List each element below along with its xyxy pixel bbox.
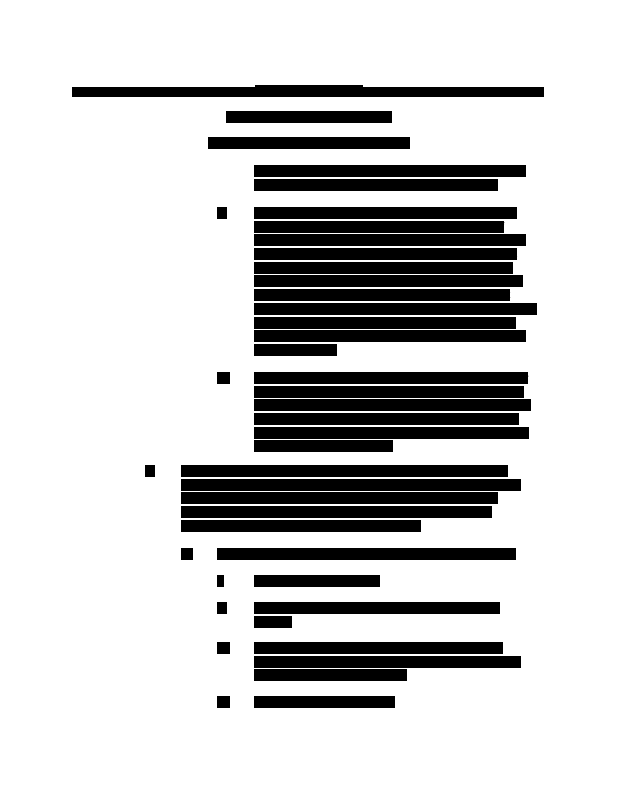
item-A-i-label: i) [217,575,225,587]
text-line: Facility name, contact person, telephone number, and [254,602,500,614]
section-7-paragraph [181,465,521,533]
continuation-paragraph [254,165,526,192]
text-line: operating parameters under this Section, the facility must [254,248,518,261]
text-line: period to reach steady-state operations. Industrial furnaces [254,275,523,288]
text-line: compliance must be obtained during emissions sampling for [254,399,531,412]
register-title: ILLINOIS REGISTER [255,85,363,97]
text-line: the emissions standards of Sections 726.204(b), (c) and (e); 726.205; [181,492,498,505]
text-line: Prior to obtaining test data for purposes of demonstrating [254,207,518,219]
item-A-ii-paragraph [254,602,500,629]
text-line: the pollutants (i.e., metals, PM, HCl/chlorine gas, organic [254,413,520,426]
item-iii-label: iii) [217,372,231,384]
section-7-label: 7) [145,465,155,477]
text-line: that recycle collected PM back into the furnace and that [254,289,511,302]
text-line: Sections 726.204 through 726.207 or establishing limits on [254,234,526,247]
item-A-iv-label: iv) [217,696,230,708]
text-line: address; [254,615,292,628]
text-line: 726.206; 726.207; and subsection (a)(5)(A)(iv). The certification of [181,506,492,519]
text-line: Compliance test data on the level of an operating parameter [254,372,529,384]
item-ii-paragraph [254,207,537,358]
text-line: comply with subsection (c)(1)(B)(i) or (c)(3)(B)(ii), however, [254,302,538,315]
item-A-paragraph [217,548,516,562]
item-ii-label: ii) [217,207,228,219]
text-line: Certification of Compliance. Within 90 days of completing compliance [181,465,509,477]
item-A-label: A) [181,548,194,560]
item-A-iv-paragraph [254,696,395,710]
item-A-ii-label: ii) [217,602,228,614]
text-line: flow of metals in the system prior to beginning compliance [254,330,526,343]
text-line: operate under compliance test conditions for a sufficient [254,261,513,274]
text-line: Person responsible for conducting compliance testing, [254,642,504,654]
item-iii-paragraph [254,372,531,454]
text-line: compliance must include the following information: [181,519,421,532]
text-line: compounds) for which the parameter must be established as [254,426,530,439]
text-line: including company name, address, and telephone number, [254,655,521,668]
text-line: USEPA facility ID number; [254,575,381,587]
text-line: need not reach steady state conditions with respect to the [254,316,516,329]
board-title: POLLUTION CONTROL BOARD [226,111,392,123]
text-line: Dates of each compliance test; [254,696,395,708]
item-A-i-paragraph [254,575,380,589]
text-line: compliance with remaining emissions standards must be as [254,165,526,177]
item-A-iii-label: iii) [217,642,231,654]
text-line: General facility and testing information, including the following: [217,548,516,560]
notice-title: NOTICE OF ADOPTED AMENDMENTS [209,137,409,149]
text-line: and a statement of qualifications; [254,669,407,682]
item-A-iii-paragraph [254,642,521,683]
text-line: close as possible to the original operating conditions. [254,178,499,191]
text-line: compliance with the applicable emissions standards of [254,220,505,233]
text-line: for which a limit must be established in the certification of [254,385,524,398]
text-line: specified by subsection (c)(1). [254,440,394,453]
text-line: testing, the owner or operator must certify to the Agency compliance with [181,478,521,491]
text-line: testing for metals. [254,343,337,356]
